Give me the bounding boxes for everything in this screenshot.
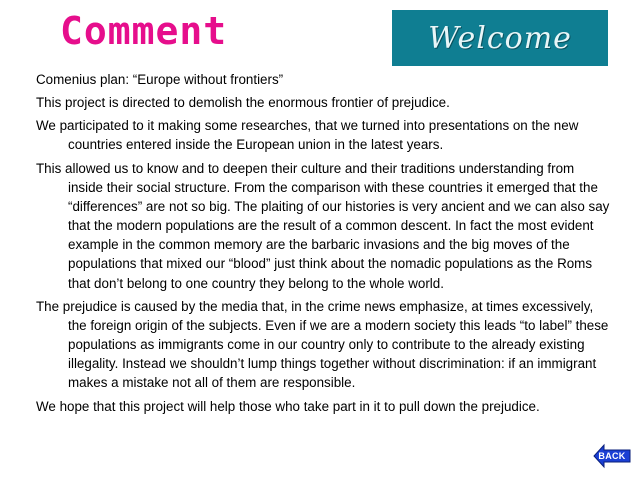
paragraph-text: Comenius plan: “Europe without frontiers”: [36, 72, 284, 87]
welcome-banner-text: Welcome: [428, 20, 572, 56]
paragraph: [36, 397, 610, 416]
paragraph: [36, 116, 610, 154]
back-button[interactable]: [592, 443, 632, 469]
paragraph-text: The prejudice is caused by the media that, in the crime news emphasize, at times excessively, the foreign origin of the subjects. Even if we are a modern society this leads “to label” these populations as immigrants come in our country only to contribute to the already existing illegality. Instead we shouldn’t lump things together without discrimination: if an immigrant makes a mistake not all of them are responsible.: [36, 298, 609, 391]
back-button-label: BACK: [598, 451, 626, 461]
slide-body: [36, 70, 610, 420]
welcome-banner: [392, 10, 608, 66]
page-title: Comment: [60, 9, 228, 53]
paragraph-text: This project is directed to demolish the enormous frontier of prejudice.: [36, 95, 450, 111]
paragraph-text: We hope that this project will help those who take part in it to pull down the prejudice.: [36, 398, 540, 414]
paragraph-text: We participated to it making some researches, that we turned into presentations on the new countries entered inside the European union in the latest years.: [36, 118, 579, 153]
paragraph-text: This allowed us to know and to deepen their culture and their traditions understanding from inside their social structure. From the comparison with these countries it emerged that the “differences” are not so big. The plaiting of our histories is very ancient and we can also say that the modern populations are the result of a common descent. In fact the most evident example in the common memory are the barbaric invasions and the big moves of the populations that mixed our “blood” just think about the nomadic populations as the Roms that don’t belong to one country they belong to the whole world.: [36, 160, 610, 291]
paragraph: [36, 297, 610, 393]
paragraph: [36, 159, 610, 293]
back-arrow-icon: [592, 443, 632, 469]
paragraph: [36, 70, 610, 89]
paragraph: [36, 93, 610, 112]
